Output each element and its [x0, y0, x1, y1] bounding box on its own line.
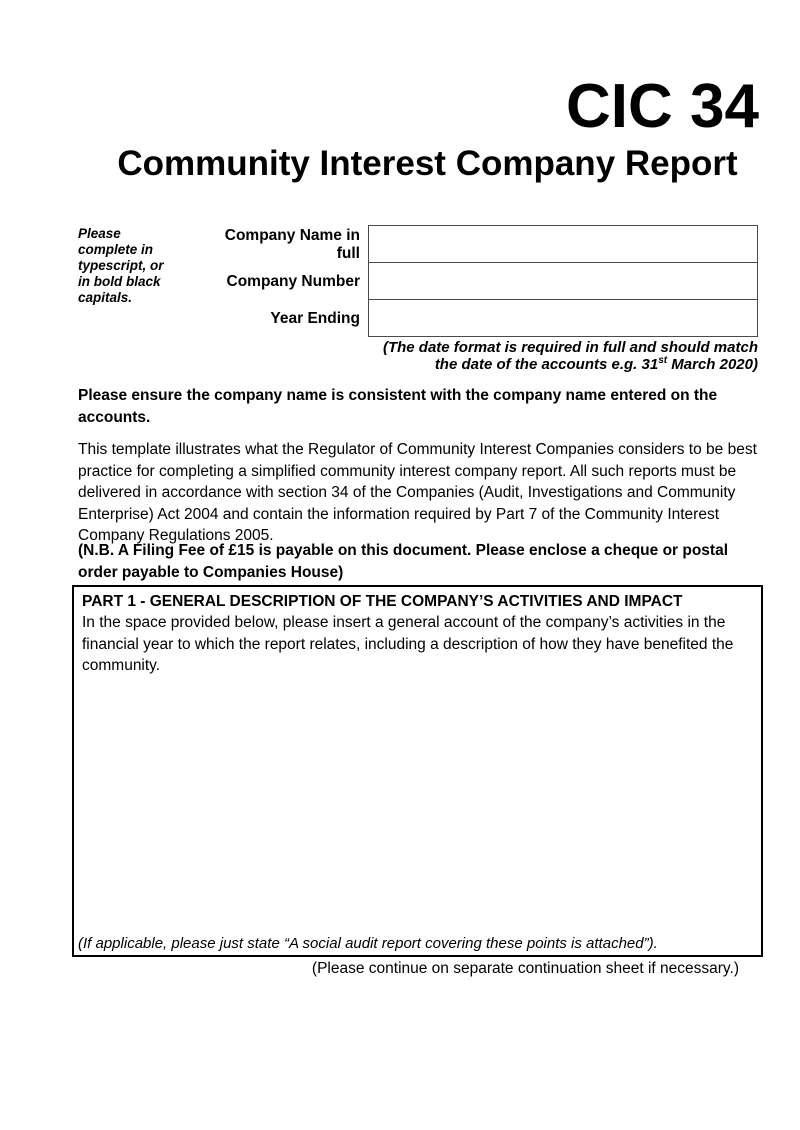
year-ending-input[interactable] [368, 299, 758, 337]
instructions-line: Please [78, 226, 121, 241]
date-format-note-line1: (The date format is required in full and should match [382, 339, 758, 356]
company-number-label: Company Number [226, 273, 360, 290]
company-name-input[interactable] [368, 225, 758, 263]
name-consistency-note: Please ensure the company name is consistent with the company name entered on the accounts. [78, 387, 718, 426]
form-code: CIC 34 [566, 72, 759, 141]
instructions-line: capitals. [78, 290, 133, 305]
part1-social-audit-footnote: (If applicable, please just state “A social audit report covering these points is attached”). [78, 935, 658, 952]
instructions-line: in bold black [78, 274, 161, 289]
year-ending-label: Year Ending [270, 310, 360, 327]
instructions-line: complete in [78, 242, 154, 257]
form-fields-group [368, 225, 758, 337]
ordinal-suffix: st [658, 355, 668, 366]
company-number-input[interactable] [368, 262, 758, 300]
typescript-instructions-note [78, 226, 203, 306]
instructions-line: typescript, or [78, 258, 164, 273]
part1-heading: PART 1 - GENERAL DESCRIPTION OF THE COMPANY’S ACTIVITIES AND IMPACT [82, 593, 683, 610]
form-title: Community Interest Company Report [117, 144, 738, 183]
template-info-paragraph: This template illustrates what the Regulator of Community Interest Companies considers to be best practice for completing a simplified community interest company report. All such reports must be delivered in accordance with section 34 of the Companies (Audit, Investigations and Community Enterprise) Act 2004 and contain the information required by Part 7 of the Community Interest Company Regulations 2005. [78, 441, 757, 544]
date-format-note-line2-end: March 2020) [667, 356, 758, 373]
filing-fee-note: (N.B. A Filing Fee of £15 is payable on this document. Please enclose a cheque or postal order payable to Companies House) [78, 542, 729, 581]
date-format-note [368, 339, 758, 373]
part1-section-box [72, 585, 763, 957]
part1-activities-entry-area[interactable] [74, 677, 761, 936]
date-format-note-line2: the date of the accounts e.g. 31 [434, 356, 659, 373]
company-name-label: Company Name in full [224, 227, 360, 262]
continuation-sheet-note: (Please continue on separate continuation sheet if necessary.) [311, 960, 739, 977]
part1-description: In the space provided below, please insert a general account of the company’s activities in the financial year to which the report relates, including a description of how they have benefited the community. [82, 614, 734, 674]
